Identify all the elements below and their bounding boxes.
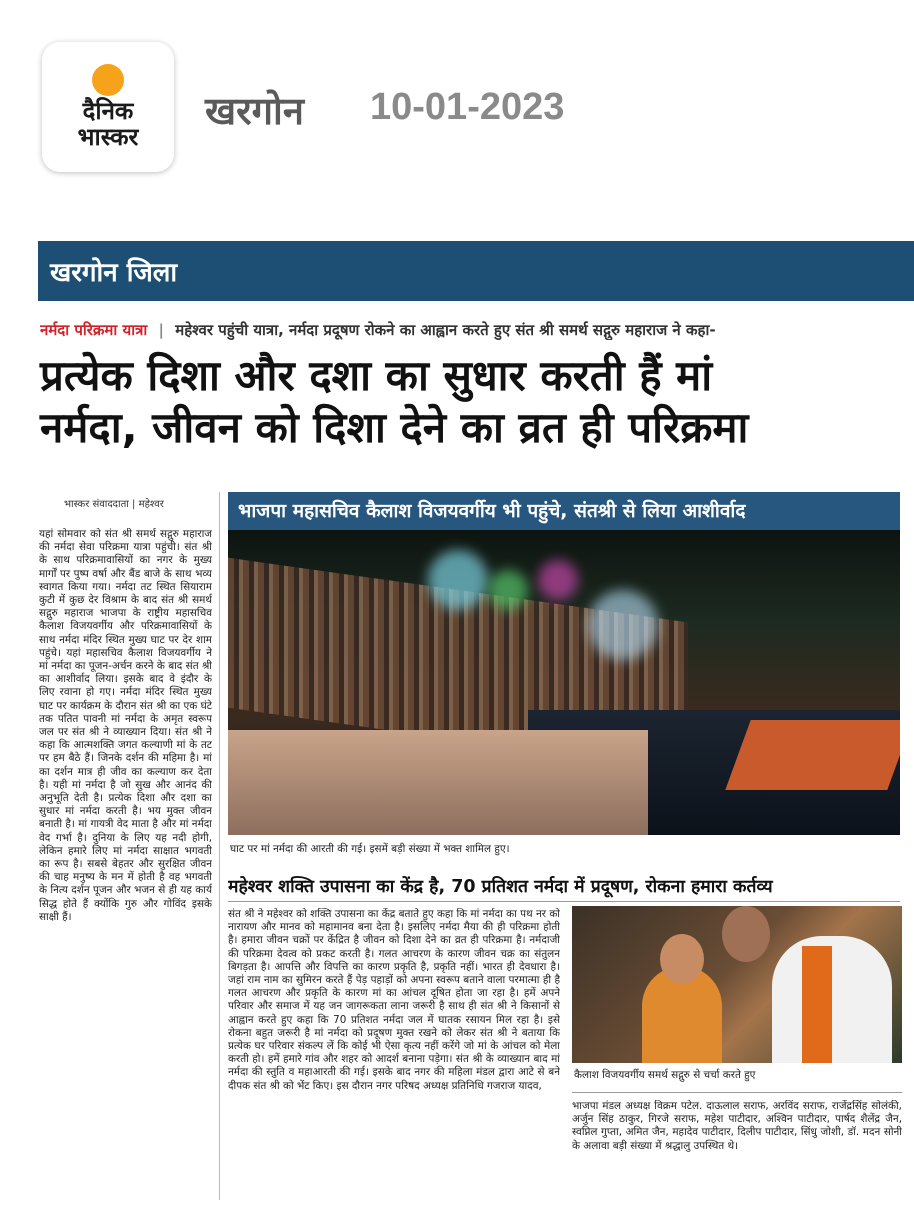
light-glow: [428, 550, 488, 610]
sun-icon: [92, 64, 124, 96]
light-glow: [538, 560, 578, 600]
header-date: 10-01-2023: [370, 86, 565, 128]
section-bar: [38, 241, 914, 301]
logo-line2: भास्कर: [77, 123, 139, 151]
light-glow: [488, 570, 528, 610]
sub-banner: भाजपा महासचिव कैलाश विजयवर्गीय भी पहुंचे, संतश्री से लिया आशीर्वाद: [228, 492, 900, 530]
ghat-aarti-photo: [228, 530, 900, 835]
column-divider: [219, 492, 220, 1200]
light-glow: [588, 590, 658, 660]
sub-headline-rule: [228, 901, 900, 902]
middle-column-text: संत श्री ने महेश्वर को शक्ति उपासना का केंद्र बताते हुए कहा कि मां नर्मदा का पथ नर को नारायण और मानव को महामानव बना देता है। इसलिए नर्मदा मैया की ही परिक्रमा होती है। हमारा जीवन चक्रों पर केंद्रित है जीवन को दिशा देने का व्रत ही परिक्रमा है। नर्मदाजी की परिक्रमा देवत्व को प्रकट करती है। गलत आचरण के कारण जीवन चक्र का संतुलन बिगड़ता है। आपत्ति और विपत्ति का कारण प्रकृति है, प्रकृति नहीं। भारत ही देवधारा है। जहां राम नाम का सुमिरन करते हैं पेड़ पहाड़ों को अपना स्वरूप बताने वाला परमात्मा ही है गलत आचरण और प्रकृति के कारण मां का आंचल दूषित होता जा रहा है। हमें अपने परिवार और समाज में यह जन जागरूकता लाना जरूरी है साथ ही संत श्री ने किसानों से आह्वान करते हुए कहा कि 70 प्रतिशत नर्मदा जल में घातक रसायन मिल रहा है। इसे रोकना बहुत जरूरी है मां नर्मदा को प्रदूषण मुक्त रखने को लेकर संत श्री ने बताया कि प्रत्येक घर परिवार संकल्प लें कि कोई भी ऐसा कृत्य नहीं करेंगे जो मां के आंचल को मेला करती हो। हमें हमारे गांव और शहर को आदर्श बनाना पड़ेगा। संत श्री के व्याख्यान बाद मां नर्मदा की स्तुति व महाआरती की गई। इसके बाद नगर की महिला मंडल द्वारा आटे से बने दीपक संत श्री को भेंट किए। इस दौरान नगर परिषद अध्यक्ष प्रतिनिधि गजराज यादव,: [228, 908, 560, 1092]
left-column-text: यहां सोमवार को संत श्री समर्थ सद्गुरु महाराज की नर्मदा सेवा परिक्रमा यात्रा पहुंची। संत श्री के साथ परिक्रमावासियों का नगर के मुख्य मार्गों पर पुष्प वर्षा और बैंड बाजे के साथ भव्य स्वागत किया गया। नर्मदा तट स्थित सियाराम कुटी में कुछ देर विश्राम के बाद संत श्री समर्थ सद्गुरु महाराज भाजपा के राष्ट्रीय महासचिव कैलाश विजयवर्गीय और परिक्रमावासियों के साथ नर्मदा मंदिर स्थित मुख्य घाट पर देर शाम पहुंचे। यहां महासचिव कैलाश विजयवर्गीय ने मां नर्मदा का पूजन-अर्चन करने के बाद संत श्री का आशीर्वाद लिया। इसके बाद वे इंदौर के लिए रवाना हो गए। नर्मदा मंदिर स्थित मुख्य घाट पर कार्यक्रम के दौरान संत श्री का एक घंटे तक पतित पावनी मां नर्मदा के अमृत स्वरूप जल पर संत श्री ने व्याख्यान दिया। संत श्री ने कहा कि आत्मशक्ति जगत कल्याणी मां के तट पर हम बैठे हैं। जिनके दर्शन की महिमा है। मां का दर्शन मात्र ही जीव का कल्याण कर देता है। यही मां नर्मदा है जो सुख और आनंद की अनुभूति देती है। प्रत्येक दिशा और दशा का सुधार मां नर्मदा करती है। भय मुक्त जीवन बनाती है। मां गायत्री वेद माता है और मां नर्मदा वेद गर्भा है। दुनिया के लिए यह नदी होगी, लेकिन हमारे लिए मां नर्मदा साक्षात भगवती का रूप है। सबसे बेहतर और सुरक्षित जीवन की चाह मनुष्य के मन में होती है वह भगवती के नित्य दर्शन पूजन और भजन से ही यह कार्य सिद्ध होते हैं क्योंकि गुरु और गोविंद इसके साक्षी हैं।: [39, 528, 212, 923]
scarf-shape: [802, 946, 832, 1063]
right-column-rule: [572, 1092, 902, 1093]
photo2-caption: कैलाश विजयवर्गीय समर्थ सद्गुरु से चर्चा करते हुए: [574, 1069, 756, 1081]
person-shape: [772, 936, 892, 1063]
logo-line1: दैनिक: [82, 97, 134, 125]
discussion-photo: [572, 906, 902, 1063]
ghat-steps: [228, 730, 648, 835]
headline-line1: प्रत्येक दिशा और दशा का सुधार करती हैं मां: [40, 351, 713, 400]
headline: [40, 350, 910, 454]
kicker: [40, 320, 910, 340]
byline: भास्कर संवाददाता | महेश्वर: [64, 499, 164, 510]
kicker-text: महेश्वर पहुंची यात्रा, नर्मदा प्रदूषण रोकने का आह्वान करते हुए संत श्री समर्थ सद्गुरु महाराज ने कहा-: [175, 321, 716, 339]
sub-headline: महेश्वर शक्ति उपासना का केंद्र है, 70 प्रतिशत नर्मदा में प्रदूषण, रोकना हमारा कर्तव्य: [228, 877, 773, 897]
section-title: खरगोन जिला: [50, 258, 178, 288]
kicker-separator: |: [158, 321, 164, 339]
person-head-shape: [722, 906, 770, 962]
kicker-label: नर्मदा परिक्रमा यात्रा: [40, 321, 148, 339]
orange-deck: [725, 720, 900, 790]
person-head-shape: [660, 934, 704, 984]
dainik-bhaskar-logo: [42, 42, 174, 172]
right-column-text: भाजपा मंडल अध्यक्ष विक्रम पटेल. दाऊलाल सराफ, अरविंद सराफ, राजेंद्रसिंह सोलंकी, अर्जुन सिंह ठाकुर, गिरजे सराफ, महेश पाटीदार, अश्विन पाटीदार, पार्षद शैलेंद्र जैन, स्वप्निल गुप्ता, अमित जैन, महादेव पाटीदार, दिलीप पाटीदार, सिंधु जोशी, डॉ. मदन सोनी के अलावा बड़ी संख्या में श्रद्धालु उपस्थित थे।: [572, 1100, 902, 1152]
header-city: खरगोन: [205, 89, 304, 133]
headline-line2: नर्मदा, जीवन को दिशा देने का व्रत ही परिक्रमा: [40, 403, 749, 452]
photo-main-caption: घाट पर मां नर्मदा की आरती की गई। इसमें बड़ी संख्या में भक्त शामिल हुए।: [230, 843, 510, 855]
